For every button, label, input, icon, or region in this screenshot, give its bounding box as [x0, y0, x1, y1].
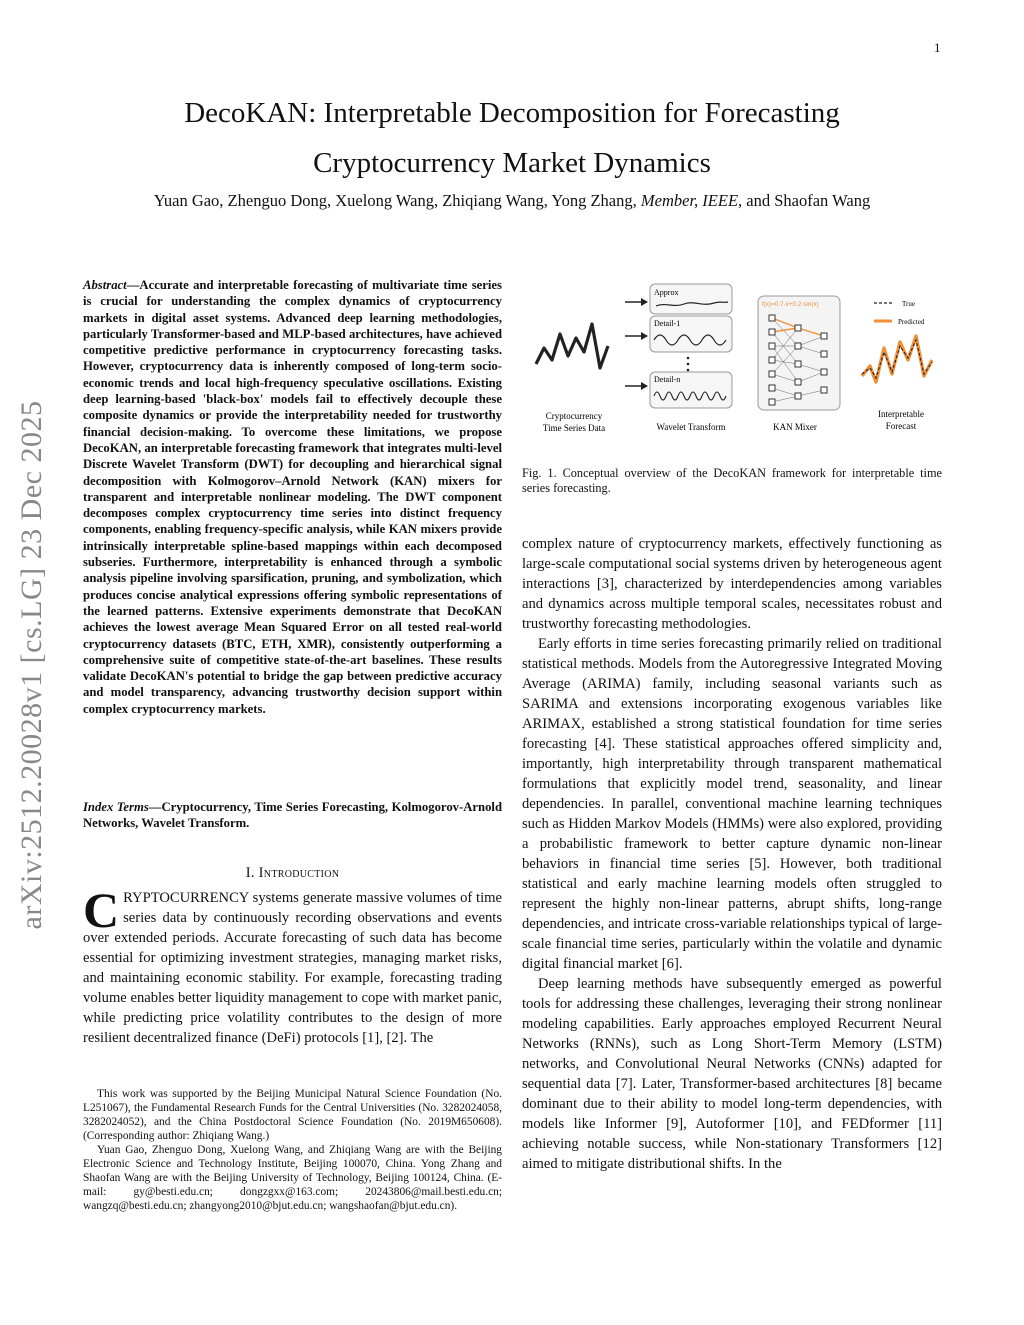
paragraph-deep-learning: Deep learning methods have subsequently emerged as powerful tools for addressing these challenges, leveraging their strong nonlinear modeling capabilities. Early approaches employed Recurrent Neural Networks (RNNs), such as Long Short-Term Memory (LSTM) networks, and Convolutional Neural Networks (CNNs) adapted for sequential data [7]. Later, Transformer-based architectures [8] became dominant due to their ability to model long-term dependencies, with models like Informer [9], Autoformer [10], and FEDformer [11] achieving notable success, while Non-stationary Transformers [12] aimed to mitigate distributional shifts. In the	[522, 976, 942, 1172]
arrow-to-detail1	[625, 332, 648, 340]
index-terms-lead: Index Terms	[83, 800, 149, 814]
detailn-label: Detail-n	[654, 375, 681, 384]
label-kan: KAN Mixer	[773, 422, 817, 432]
arxiv-watermark	[12, 370, 52, 960]
detail1-box	[650, 316, 732, 352]
title-line-1: DecoKAN: Interpretable Decomposition for Forecasting	[184, 97, 840, 129]
title-line-2: Cryptocurrency Market Dynamics	[313, 147, 711, 179]
abstract-lead: Abstract	[83, 278, 127, 292]
label-forecast-2: Forecast	[885, 421, 917, 431]
kan-formula: f(x)=0.7·x+0.2·sin(x)	[762, 301, 819, 308]
author-list	[0, 191, 1024, 211]
authors-tail: and Shaofan Wang	[746, 191, 871, 210]
paragraph-market-complexity: complex nature of cryptocurrency markets, effectively functioning as large-scale computational social systems driven by heterogeneous agent interactions [3], characterized by interdependencies among variables and dynamics across multiple temporal scales, necessitates robust and trustworthy forecasting methodologies.	[522, 536, 942, 632]
arxiv-id: arXiv:2512.20028v1 [cs.LG] 23 Dec 2025	[15, 400, 48, 930]
label-wavelet: Wavelet Transform	[656, 422, 726, 432]
paper-title	[0, 88, 1024, 188]
abstract-body: —Accurate and interpretable forecasting of multivariate time series is crucial for understanding the complex dynamics of cryptocurrency markets in digital asset systems. Advanced deep learning methodologies, particularly Transformer-based and MLP-based architectures, have achieved competitive predictive performance in cryptocurrency forecasting tasks. However, cryptocurrency data is inherently composed of long-term socio-economic trends and local high-frequency speculative oscillations. Existing deep learning-based 'black-box' models fail to effectively decouple these composite dynamics or provide the interpretability needed for trustworthy financial decision-making. To overcome these limitations, we propose DecoKAN, an interpretable forecasting framework that integrates multi-level Discrete Wavelet Transform (DWT) for decoupling and hierarchical signal decomposition with Kolmogorov–Arnold Network (KAN) mixers for transparent and interpretable nonlinear modeling. The DWT component decomposes complex cryptocurrency time series into distinct frequency components, enabling frequency-specific analysis, while KAN mixers provide intrinsically interpretable spline-based mappings within each decomposed subseries. Furthermore, interpretability is enhanced through a symbolic analysis pipeline involving sparsification, pruning, and symbolization, which produces concise analytical expressions offering symbolic representations of the learned patterns. Extensive experiments demonstrate that DecoKAN achieves the lowest average Mean Squared Error on all tested real-world cryptocurrency datasets (BTC, ETH, XMR), consistently outperforming a comprehensive suite of competitive state-of-the-art baselines. These results validate DecoKAN's potential to bridge the gap between predictive accuracy and model transparency, advancing trustworthy decision support within complex cryptocurrency markets.	[83, 278, 502, 716]
drop-cap: C	[83, 882, 120, 938]
section-heading: I. Introduction	[245, 865, 340, 881]
label-forecast-1: Interpretable	[878, 409, 924, 419]
footnote-funding: This work was supported by the Beijing Municipal Natural Science Foundation (No. L251067), the Fundamental Research Funds for the Central Universities (No. 3282024058, 3282024052), and the China Postdoctoral Science Foundation (No. 2019M650608). (Corresponding author: Zhiqiang Wang.)	[83, 1088, 502, 1142]
index-terms-body: —Cryptocurrency, Time Series Forecasting, Kolmogorov-Arnold Networks, Wavelet Transform.	[83, 800, 503, 831]
label-crypto-1: Cryptocurrency	[545, 411, 603, 421]
detailn-box	[650, 372, 732, 408]
legend-true: True	[902, 300, 915, 308]
figure-overview	[522, 276, 942, 446]
abstract	[83, 277, 502, 717]
index-terms	[83, 799, 502, 832]
approx-label: Approx	[654, 288, 679, 297]
footnotes	[83, 1087, 502, 1213]
crypto-series-line	[536, 324, 608, 368]
authors-names: Yuan Gao, Zhenguo Dong, Xuelong Wang, Zhiqiang Wang, Yong Zhang,	[153, 191, 637, 210]
approx-box	[650, 284, 732, 314]
authors-role: Member, IEEE,	[640, 191, 743, 210]
legend-predicted: Predicted	[898, 318, 925, 326]
intro-text: RYPTOCURRENCY systems generate massive volumes of time series data by continuously recording observations and events over extended periods. Accurate forecasting of such data has become essential for optimizing investment strategies, managing market risks, and maintaining economic stability. For example, forecasting trading volume enables better liquidity management to cope with market panic, while predicting price volatility contributes to the design of more resilient decentralized finance (DeFi) protocols [1], [2]. The	[83, 890, 502, 1046]
figure-caption: Fig. 1. Conceptual overview of the DecoKAN framework for interpretable time series forecasting.	[522, 466, 942, 495]
kan-mixer	[758, 296, 840, 410]
footnote-affiliations: Yuan Gao, Zhenguo Dong, Xuelong Wang, and Zhiqiang Wang are with the Beijing Electronic Science and Technology Institute, Beijing 100070, China. Yong Zhang and Shaofan Wang are with the Beijing University of Technology, Beijing 100124, China. (E-mail: gy@besti.edu.cn; dongzgxx@163.com; 20243806@mail.besti.edu.cn; wangzq@besti.edu.cn; zhangyong2010@bjut.edu.cn; wangshaofan@bjut.edu.cn).	[83, 1144, 502, 1212]
arrow-to-detailn	[625, 382, 648, 390]
right-column-text	[522, 534, 942, 1174]
detail1-label: Detail-1	[654, 319, 681, 328]
arrow-to-approx	[625, 298, 648, 306]
vertical-dots	[687, 357, 690, 372]
page-number: 1	[934, 40, 941, 55]
intro-paragraph	[83, 882, 502, 1048]
forecast-legend	[874, 300, 925, 326]
forecast-predicted-line	[862, 336, 932, 382]
paragraph-statistical-methods: Early efforts in time series forecasting primarily relied on traditional statistical methods. Models from the Autoregressive Integrated Moving Average (ARIMA) family, including seasonal variants such as SARIMA and extensions incorporating exogenous variables like ARIMAX, established a strong statistical foundation for time series forecasting [4]. These statistical approaches offered simplicity and, importantly, high interpretability through transparent mathematical formulations that explicitly model trend, seasonality, and linear dependencies. In parallel, conventional machine learning techniques such as Hidden Markov Models (HMMs) were also explored, providing a probabilistic framework to better capture dynamic non-linear behaviors in financial time series [5]. However, both traditional statistical and early machine learning models often struggled to represent the highly non-linear patterns, abrupt shifts, long-range dependencies, and intricate cross-variable relationships typical of large-scale financial time series, particularly within the volatile and dynamic digital financial market [6].	[522, 636, 942, 972]
label-crypto-2: Time Series Data	[542, 423, 606, 433]
